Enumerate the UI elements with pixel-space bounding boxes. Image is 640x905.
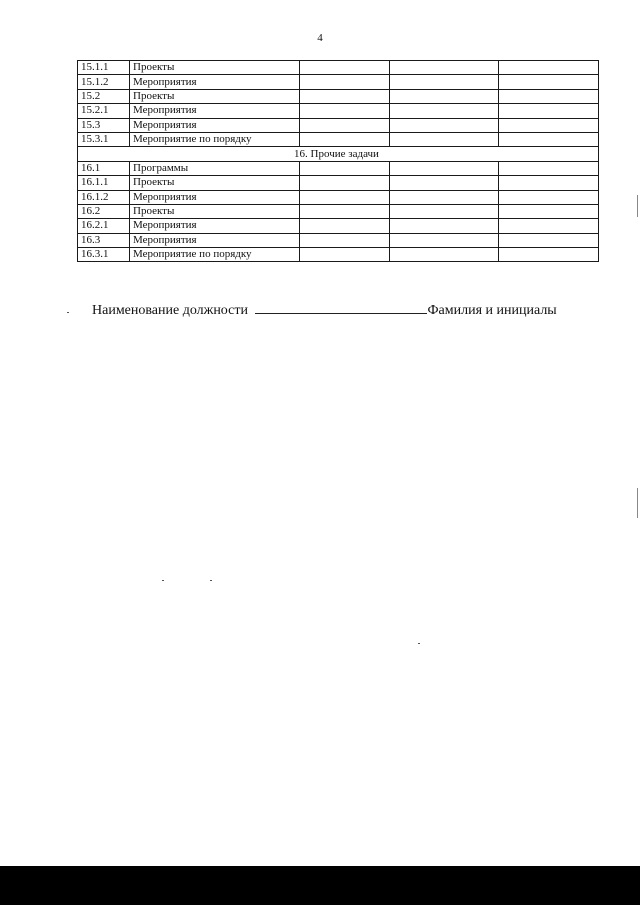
- section-row: [78, 147, 599, 161]
- table-row: [78, 176, 599, 190]
- empty-cell: [390, 75, 499, 89]
- empty-cell: [390, 161, 499, 175]
- row-code: 15.2.1: [78, 104, 130, 118]
- table-row: [78, 161, 599, 175]
- empty-cell: [300, 118, 390, 132]
- empty-cell: [300, 248, 390, 262]
- table-row: [78, 61, 599, 75]
- row-name: Мероприятия: [130, 104, 300, 118]
- section-title: 16. Прочие задачи: [78, 147, 599, 161]
- empty-cell: [300, 161, 390, 175]
- table-row: [78, 118, 599, 132]
- row-code: 15.2: [78, 89, 130, 103]
- empty-cell: [300, 132, 390, 146]
- signature-block: [92, 299, 592, 319]
- row-name: Мероприятия: [130, 118, 300, 132]
- empty-cell: [390, 219, 499, 233]
- empty-cell: [390, 132, 499, 146]
- row-name: Проекты: [130, 204, 300, 218]
- scan-edge-mark: [637, 488, 638, 518]
- row-name: Мероприятие по порядку: [130, 132, 300, 146]
- scan-footer-band: [0, 866, 640, 905]
- empty-cell: [499, 104, 599, 118]
- page-number: 4: [317, 32, 323, 44]
- empty-cell: [499, 248, 599, 262]
- scan-speck: [67, 312, 69, 313]
- table-row: [78, 204, 599, 218]
- report-table: [77, 60, 599, 262]
- empty-cell: [499, 132, 599, 146]
- scan-speck: [418, 643, 420, 644]
- signature-line: [255, 299, 427, 314]
- empty-cell: [499, 190, 599, 204]
- row-code: 15.1.1: [78, 61, 130, 75]
- empty-cell: [390, 176, 499, 190]
- scan-speck: [162, 580, 164, 581]
- empty-cell: [499, 118, 599, 132]
- table-row: [78, 248, 599, 262]
- empty-cell: [300, 75, 390, 89]
- empty-cell: [499, 89, 599, 103]
- empty-cell: [390, 248, 499, 262]
- empty-cell: [390, 104, 499, 118]
- empty-cell: [390, 204, 499, 218]
- table-row: [78, 132, 599, 146]
- empty-cell: [300, 89, 390, 103]
- table-row: [78, 89, 599, 103]
- row-code: 16.3.1: [78, 248, 130, 262]
- row-code: 16.1.1: [78, 176, 130, 190]
- empty-cell: [499, 161, 599, 175]
- row-code: 16.1.2: [78, 190, 130, 204]
- row-name: Программы: [130, 161, 300, 175]
- empty-cell: [499, 204, 599, 218]
- empty-cell: [499, 233, 599, 247]
- row-name: Мероприятия: [130, 219, 300, 233]
- row-code: 16.2: [78, 204, 130, 218]
- empty-cell: [300, 104, 390, 118]
- row-name: Мероприятия: [130, 75, 300, 89]
- scan-speck: [210, 580, 212, 581]
- report-table-body: [78, 61, 599, 262]
- empty-cell: [300, 219, 390, 233]
- position-label: Наименование должности: [92, 303, 248, 318]
- row-name: Проекты: [130, 89, 300, 103]
- empty-cell: [300, 233, 390, 247]
- empty-cell: [390, 89, 499, 103]
- row-name: Мероприятия: [130, 190, 300, 204]
- row-code: 16.2.1: [78, 219, 130, 233]
- row-code: 15.3.1: [78, 132, 130, 146]
- empty-cell: [300, 204, 390, 218]
- empty-cell: [390, 233, 499, 247]
- name-label: Фамилия и инициалы: [427, 303, 557, 318]
- table-row: [78, 190, 599, 204]
- table-row: [78, 75, 599, 89]
- empty-cell: [390, 190, 499, 204]
- row-code: 15.3: [78, 118, 130, 132]
- table-row: [78, 219, 599, 233]
- row-name: Проекты: [130, 176, 300, 190]
- empty-cell: [499, 176, 599, 190]
- empty-cell: [300, 190, 390, 204]
- empty-cell: [390, 61, 499, 75]
- scan-edge-mark: [637, 195, 638, 217]
- empty-cell: [390, 118, 499, 132]
- row-name: Мероприятие по порядку: [130, 248, 300, 262]
- empty-cell: [499, 61, 599, 75]
- row-name: Мероприятия: [130, 233, 300, 247]
- row-code: 16.3: [78, 233, 130, 247]
- row-name: Проекты: [130, 61, 300, 75]
- empty-cell: [499, 219, 599, 233]
- table-row: [78, 233, 599, 247]
- empty-cell: [300, 61, 390, 75]
- empty-cell: [499, 75, 599, 89]
- row-code: 16.1: [78, 161, 130, 175]
- empty-cell: [300, 176, 390, 190]
- table-row: [78, 104, 599, 118]
- row-code: 15.1.2: [78, 75, 130, 89]
